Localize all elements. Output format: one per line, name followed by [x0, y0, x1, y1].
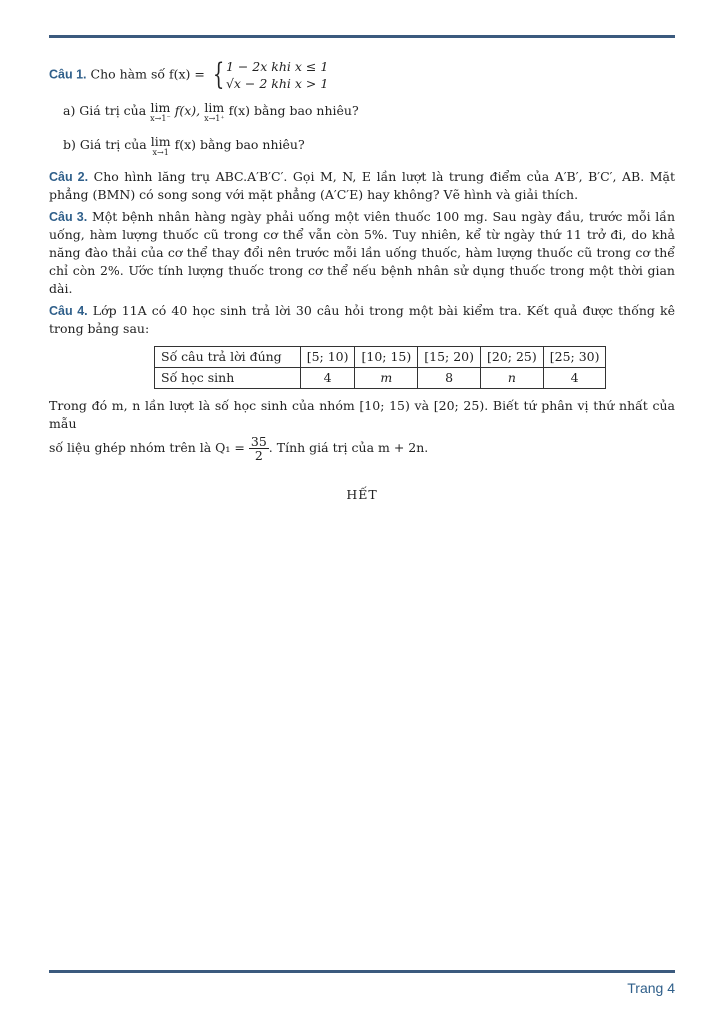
end-marker: HẾT: [346, 487, 378, 502]
table-cell: [15; 20): [418, 347, 481, 368]
question-3-label: Câu 3.: [49, 210, 88, 224]
table-header-cell: Số câu trả lời đúng: [155, 347, 301, 368]
q1a-mid: f(x),: [174, 103, 201, 118]
table-cell: 4: [300, 368, 355, 389]
table-cell: n: [480, 368, 543, 389]
frequency-table: [154, 346, 606, 389]
piece-1: 1 − 2x khi x ≤ 1: [225, 59, 329, 74]
table-row: [155, 347, 606, 368]
question-4-after-2: [49, 435, 675, 462]
q1a-suffix: f(x) bằng bao nhiêu?: [228, 103, 359, 118]
question-3-text: Một bệnh nhân hàng ngày phải uống một viên thuốc 100 mg. Sau ngày đầu, trước mỗi lần uống, hàm lượng thuốc cũ trong cơ thể vẫn còn 5%. Tuy nhiên, kể từ ngày thứ 11 trở đi, do khả năng đào thải của cơ thể thay đổi nên trước mỗi lần uống thuốc, hàm lượng thuốc cũ trong cơ thể chỉ còn 2%. Ước tính lượng thuốc trong cơ thể nếu bệnh nhân sử dụng thuốc trong một thời gian dài.: [49, 209, 675, 296]
limit-left: lim x→1⁻: [150, 100, 171, 123]
exam-content: [49, 58, 675, 517]
question-2-label: Câu 2.: [49, 170, 89, 184]
table-cell: [10; 15): [355, 347, 418, 368]
page-number: Trang 4: [627, 980, 675, 996]
q1b-suffix: f(x) bằng bao nhiêu?: [174, 137, 305, 152]
question-4-text: Lớp 11A có 40 học sinh trả lời 30 câu hỏi trong một bài kiểm tra. Kết quả được thống kê trong bảng sau:: [49, 303, 675, 336]
piecewise-cases: [226, 58, 328, 92]
question-1-label: Câu 1.: [49, 67, 87, 82]
table-cell: 4: [543, 368, 606, 389]
question-4-after-1: Trong đó m, n lần lượt là số học sinh của nhóm [10; 15) và [20; 25). Biết tứ phân vị thứ nhất của mẫu: [49, 398, 675, 431]
limit-two-sided: lim x→1: [150, 134, 171, 157]
table-cell: [5; 10): [300, 347, 355, 368]
question-1: [49, 58, 675, 92]
table-row: [155, 368, 606, 389]
fraction-q1: $\frac{35}{2}$: [250, 434, 267, 463]
q1b-prefix: b) Giá trị của: [63, 137, 147, 152]
table-cell: [20; 25): [480, 347, 543, 368]
question-4: [49, 302, 675, 338]
limit-right: lim x→1⁺: [204, 100, 225, 123]
piecewise-brace: {: [212, 57, 225, 92]
q4-after2-suffix: . Tính giá trị của m + 2n.: [268, 440, 429, 455]
top-rule: [49, 35, 675, 38]
table-cell: 8: [418, 368, 481, 389]
question-2-text: Cho hình lăng trụ ABC.A′B′C′. Gọi M, N, E lần lượt là trung điểm của A′B′, B′C′, AB. Mặt phẳng (BMN) có song song với mặt phẳng (A′C′E) hay không? Vẽ hình và giải thích.: [49, 169, 676, 202]
question-1a: [63, 102, 675, 124]
question-2: [49, 168, 675, 204]
table-cell: m: [355, 368, 418, 389]
question-3: [49, 208, 675, 298]
bottom-rule: [49, 970, 675, 973]
piece-2: √x − 2 khi x > 1: [225, 76, 329, 91]
question-1b: [63, 136, 675, 158]
q1a-prefix: a) Giá trị của: [63, 103, 147, 118]
question-1-text: Cho hàm số f(x) =: [90, 66, 205, 82]
question-4-label: Câu 4.: [49, 304, 88, 318]
table-header-cell: Số học sinh: [155, 368, 301, 389]
q4-after2-prefix: số liệu ghép nhóm trên là Q₁ =: [49, 440, 245, 455]
table-cell: [25; 30): [543, 347, 606, 368]
